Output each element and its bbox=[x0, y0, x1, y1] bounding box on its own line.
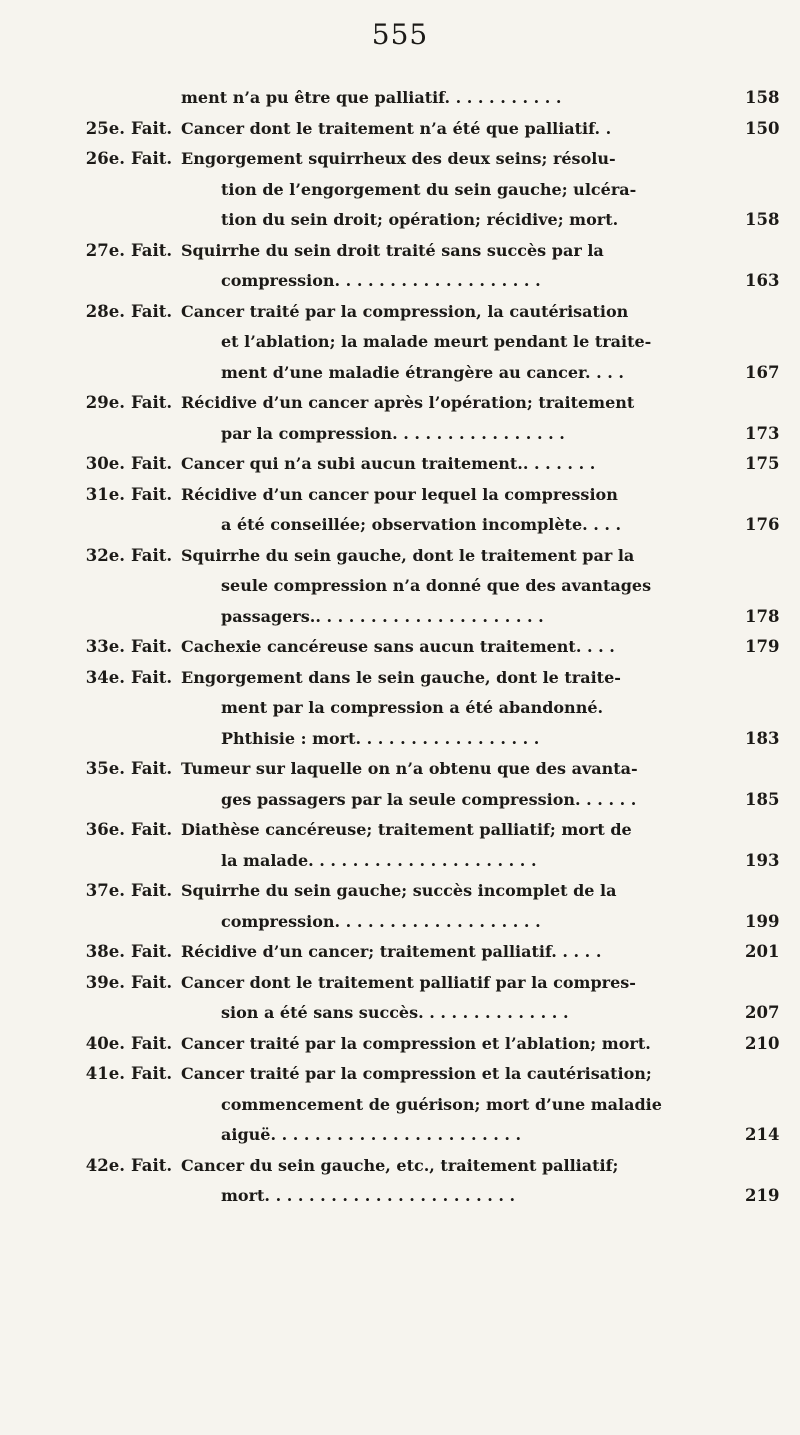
entry-label: Fait. bbox=[131, 1155, 173, 1175]
entry-text-line: compression. . . . . . . . . . . . . . . . . . . bbox=[221, 271, 541, 290]
toc-entry bbox=[0, 1059, 800, 1151]
entry-label: Fait. bbox=[131, 820, 173, 839]
entry-text-line: Engorgement dans le sein gauche, dont le traite- bbox=[181, 667, 621, 687]
entry-page-number: 173 bbox=[745, 423, 780, 443]
entry-number: 28e. bbox=[85, 301, 125, 321]
entry-label: Fait. bbox=[131, 667, 173, 687]
entry-label: Fait. bbox=[131, 301, 173, 321]
entry-text-line: Cancer traité par la compression et l’ablation; mort. bbox=[181, 1033, 651, 1053]
toc-entry bbox=[0, 1029, 800, 1060]
entry-label: Fait. bbox=[131, 881, 173, 900]
entry-text-line: Squirrhe du sein gauche; succès incomplet de la bbox=[181, 881, 617, 900]
entry-label: Fait. bbox=[131, 484, 173, 504]
entry-text-line: la malade. . . . . . . . . . . . . . . . . . . . . bbox=[221, 850, 537, 870]
entry-text-line: par la compression. . . . . . . . . . . . . . . . bbox=[221, 423, 565, 443]
toc-entry bbox=[0, 114, 800, 145]
entry-number: 33e. bbox=[85, 637, 125, 656]
entry-text-line: Cancer traité par la compression et la cautérisation; bbox=[181, 1064, 652, 1083]
entry-text-line: ment par la compression a été abandonné. bbox=[221, 698, 604, 717]
entry-label: Fait. bbox=[131, 545, 173, 565]
entry-text-line: ment n’a pu être que palliatif. . . . . . . . . . . bbox=[181, 88, 562, 107]
page-number: 555 bbox=[371, 18, 429, 51]
entry-text-line: Phthisie : mort. . . . . . . . . . . . . . . . . bbox=[221, 728, 540, 748]
entry-text-line: a été conseillée; observation incomplète. . . . bbox=[221, 515, 622, 534]
entry-label: Fait. bbox=[131, 393, 173, 412]
entry-page-number: 167 bbox=[745, 362, 780, 382]
entry-page-number: 163 bbox=[745, 271, 780, 290]
entry-text-line: Cancer qui n’a subi aucun traitement.. . . . . . . bbox=[181, 454, 596, 473]
entry-number: 42e. bbox=[85, 1155, 125, 1175]
entry-text-line: Engorgement squirrheux des deux seins; résolu- bbox=[181, 149, 616, 168]
entry-number: 38e. bbox=[85, 942, 125, 961]
entry-label: Fait. bbox=[131, 637, 173, 656]
entry-text-line: Diathèse cancéreuse; traitement palliatif; mort de bbox=[181, 820, 632, 839]
entry-page-number: 201 bbox=[745, 942, 780, 961]
entry-number: 40e. bbox=[85, 1033, 125, 1053]
entry-label: Fait. bbox=[131, 1033, 173, 1053]
toc-entry bbox=[0, 815, 800, 876]
entry-label: Fait. bbox=[131, 942, 173, 961]
entry-text-line: Cachexie cancéreuse sans aucun traitement. . . . bbox=[181, 637, 615, 656]
entry-page-number: 183 bbox=[745, 728, 780, 748]
entry-page-number: 219 bbox=[745, 1186, 780, 1205]
entry-number: 31e. bbox=[85, 484, 125, 504]
entry-page-number: 158 bbox=[745, 210, 780, 229]
entry-text-line: Cancer dont le traitement palliatif par la compres- bbox=[181, 972, 636, 992]
entry-text-line: Cancer du sein gauche, etc., traitement palliatif; bbox=[181, 1155, 619, 1175]
entry-text-line: tion de l’engorgement du sein gauche; ulcéra- bbox=[221, 179, 637, 199]
toc-entry bbox=[0, 663, 800, 755]
entry-text-line: aiguë. . . . . . . . . . . . . . . . . . . . . . . bbox=[221, 1125, 522, 1144]
entry-page-number: 158 bbox=[745, 88, 780, 107]
entry-number: 34e. bbox=[85, 667, 125, 687]
entry-label: Fait. bbox=[131, 454, 173, 473]
toc-entry bbox=[0, 449, 800, 480]
toc-entry bbox=[0, 968, 800, 1029]
entry-number: 32e. bbox=[85, 545, 125, 565]
entry-page-number: 179 bbox=[745, 637, 780, 656]
entry-number: 29e. bbox=[85, 393, 125, 412]
entry-number: 41e. bbox=[85, 1064, 125, 1083]
entry-number: 35e. bbox=[85, 759, 125, 778]
toc-entry bbox=[0, 144, 800, 236]
entry-text-line: Récidive d’un cancer; traitement palliatif. . . . . bbox=[181, 942, 602, 961]
toc-entry bbox=[0, 632, 800, 663]
entry-text-line: Squirrhe du sein droit traité sans succès par la bbox=[181, 240, 604, 260]
toc-entry bbox=[0, 754, 800, 815]
entry-page-number: 214 bbox=[745, 1125, 780, 1144]
entry-page-number: 185 bbox=[745, 789, 780, 809]
toc-entry bbox=[0, 541, 800, 633]
entry-text-line: mort. . . . . . . . . . . . . . . . . . . . . . . bbox=[221, 1186, 516, 1205]
toc-entry bbox=[0, 937, 800, 968]
entry-text-line: Récidive d’un cancer après l’opération; traitement bbox=[181, 393, 635, 412]
toc-entry bbox=[0, 388, 800, 449]
entry-text-line: Cancer traité par la compression, la cautérisation bbox=[181, 301, 629, 321]
entry-page-number: 199 bbox=[745, 911, 780, 931]
entry-text-line: Squirrhe du sein gauche, dont le traitement par la bbox=[181, 545, 635, 565]
entry-label: Fait. bbox=[131, 1064, 173, 1083]
entry-text-line: et l’ablation; la malade meurt pendant le traite- bbox=[221, 332, 652, 351]
entry-text-line: sion a été sans succès. . . . . . . . . . . . . . bbox=[221, 1003, 569, 1022]
entry-text-line: tion du sein droit; opération; récidive; mort. bbox=[221, 210, 619, 229]
entry-page-number: 178 bbox=[745, 606, 780, 626]
entry-text-line: passagers.. . . . . . . . . . . . . . . . . . . . . bbox=[221, 606, 544, 626]
toc-entry bbox=[0, 297, 800, 389]
entry-text-line: seule compression n’a donné que des avantages bbox=[221, 576, 652, 595]
entry-page-number: 150 bbox=[745, 118, 780, 138]
toc-entry bbox=[0, 236, 800, 297]
entry-number: 36e. bbox=[85, 820, 125, 839]
toc-entry bbox=[0, 83, 800, 114]
entry-number: 26e. bbox=[85, 149, 125, 168]
entry-page-number: 207 bbox=[745, 1003, 780, 1022]
entry-number: 25e. bbox=[85, 118, 125, 138]
entry-page-number: 176 bbox=[745, 515, 780, 534]
entry-text-line: ment d’une maladie étrangère au cancer. . . . bbox=[221, 362, 624, 382]
toc-entry bbox=[0, 480, 800, 541]
entry-number: 27e. bbox=[85, 240, 125, 260]
entry-number: 39e. bbox=[85, 972, 125, 992]
entry-label: Fait. bbox=[131, 240, 173, 260]
entry-label: Fait. bbox=[131, 972, 173, 992]
entry-label: Fait. bbox=[131, 759, 173, 778]
toc-entry bbox=[0, 1151, 800, 1212]
entry-text-line: compression. . . . . . . . . . . . . . . . . . . bbox=[221, 911, 541, 931]
entry-page-number: 175 bbox=[745, 454, 780, 473]
entry-label: Fait. bbox=[131, 118, 173, 138]
toc-entry bbox=[0, 876, 800, 937]
entry-text-line: Tumeur sur laquelle on n’a obtenu que des avanta- bbox=[181, 759, 638, 778]
entry-label: Fait. bbox=[131, 149, 173, 168]
entry-page-number: 210 bbox=[745, 1033, 780, 1053]
entry-text-line: commencement de guérison; mort d’une maladie bbox=[221, 1094, 662, 1114]
entry-number: 37e. bbox=[85, 881, 125, 900]
entry-text-line: Récidive d’un cancer pour lequel la compression bbox=[181, 484, 618, 504]
entry-page-number: 193 bbox=[745, 850, 780, 870]
entry-number: 30e. bbox=[85, 454, 125, 473]
entry-text-line: Cancer dont le traitement n’a été que palliatif. . bbox=[181, 118, 612, 138]
entry-text-line: ges passagers par la seule compression. . . . . . bbox=[221, 789, 637, 809]
